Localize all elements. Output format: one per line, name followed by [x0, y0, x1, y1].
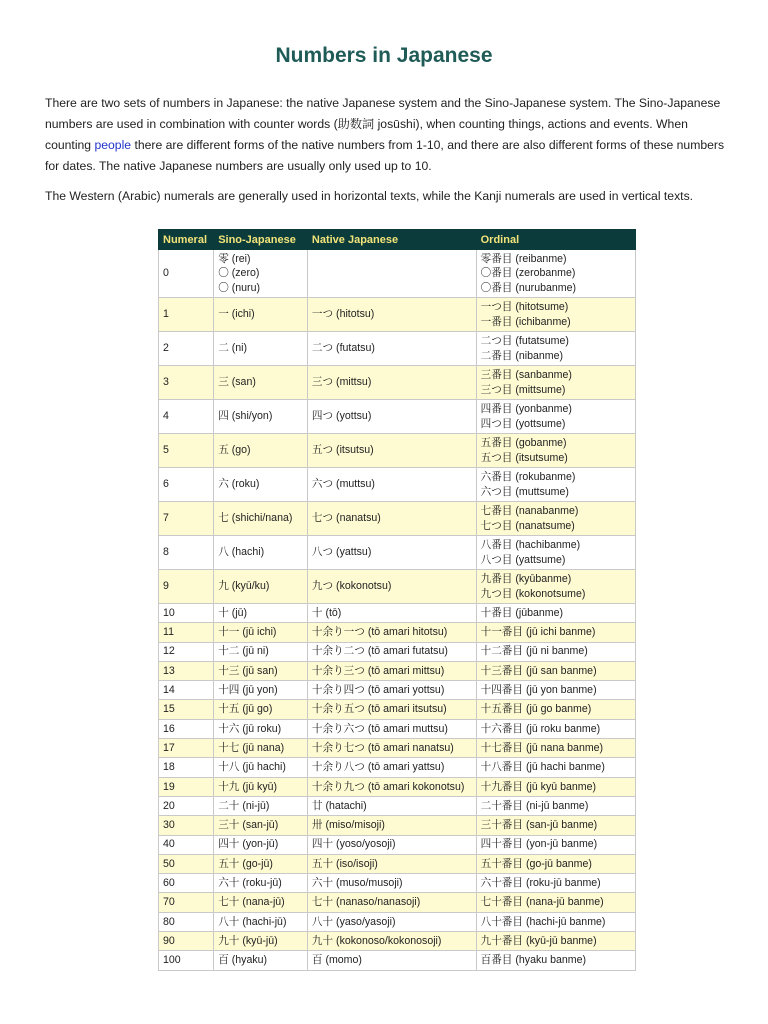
cell-native-japanese	[307, 366, 476, 400]
cell-numeral: 1	[159, 298, 214, 332]
cell-numeral: 10	[159, 604, 214, 623]
cell-line: 四 (shi/yon)	[218, 410, 273, 423]
cell-line: 三つ (mittsu)	[311, 376, 372, 389]
cell-numeral: 50	[159, 854, 214, 873]
cell-sino-japanese	[214, 912, 308, 931]
cell-sino-japanese	[214, 739, 308, 758]
cell-numeral: 6	[159, 468, 214, 502]
cell-line: 三十 (san-jū)	[218, 819, 279, 832]
cell-line: 八つ (yattsu)	[311, 546, 372, 559]
cell-sino-japanese	[214, 468, 308, 502]
cell-numeral: 30	[159, 816, 214, 835]
cell-native-japanese	[307, 502, 476, 536]
table-row	[159, 874, 636, 893]
cell-ordinal	[476, 434, 635, 468]
cell-line: 十余り二つ (tō amari futatsu)	[311, 645, 448, 658]
cell-numeral: 20	[159, 796, 214, 815]
cell-line: 十二 (jū ni)	[218, 645, 269, 658]
cell-line: 十七番目 (jū nana banme)	[480, 741, 604, 754]
cell-native-japanese	[307, 951, 476, 970]
cell-line: 四つ (yottsu)	[311, 410, 372, 423]
cell-native-japanese	[307, 661, 476, 680]
table-body	[159, 250, 636, 971]
cell-sino-japanese	[214, 536, 308, 570]
cell-line: 六番目 (rokubanme)	[480, 471, 576, 483]
cell-numeral: 40	[159, 835, 214, 854]
table-row	[159, 796, 636, 815]
cell-line: 四十 (yon-jū)	[218, 838, 279, 851]
cell-numeral: 3	[159, 366, 214, 400]
cell-line: 五十番目 (go-jū banme)	[480, 857, 592, 870]
cell-native-japanese	[307, 932, 476, 951]
cell-numeral: 12	[159, 642, 214, 661]
table-row	[159, 854, 636, 873]
cell-ordinal	[476, 366, 635, 400]
cell-sino-japanese	[214, 932, 308, 951]
cell-line: 六十 (muso/musoji)	[311, 877, 403, 890]
cell-sino-japanese	[214, 434, 308, 468]
cell-sino-japanese	[214, 893, 308, 912]
table-row	[159, 835, 636, 854]
cell-sino-japanese	[214, 400, 308, 434]
cell-line: 三つ目 (mittsume)	[480, 383, 566, 396]
header-ordinal: Ordinal	[476, 230, 635, 250]
cell-native-japanese	[307, 332, 476, 366]
cell-line: 十四番目 (jū yon banme)	[480, 684, 597, 697]
cell-numeral: 80	[159, 912, 214, 931]
table-row	[159, 468, 636, 502]
cell-line: 八番目 (hachibanme)	[480, 539, 581, 551]
cell-line: 十八 (jū hachi)	[218, 761, 286, 774]
cell-line: 二つ (futatsu)	[311, 342, 375, 355]
cell-line: 十余り三つ (tō amari mittsu)	[311, 664, 445, 677]
table-row	[159, 816, 636, 835]
cell-ordinal	[476, 912, 635, 931]
cell-line: 卅 (miso/misoji)	[311, 819, 385, 832]
cell-line: 六 (roku)	[218, 478, 260, 491]
cell-line: 二つ目 (futatsume)	[480, 335, 569, 347]
cell-line: 百 (momo)	[311, 954, 362, 967]
cell-line: 九十番目 (kyū-jū banme)	[480, 934, 597, 947]
cell-line: 九十 (kyū-jū)	[218, 934, 278, 947]
cell-native-japanese	[307, 681, 476, 700]
cell-ordinal	[476, 719, 635, 738]
cell-line: 二十 (ni-jū)	[218, 799, 270, 812]
cell-sino-japanese	[214, 835, 308, 854]
cell-sino-japanese	[214, 502, 308, 536]
header-native-japanese: Native Japanese	[307, 230, 476, 250]
cell-line: 九 (kyū/ku)	[218, 580, 270, 593]
cell-sino-japanese	[214, 777, 308, 796]
cell-native-japanese	[307, 816, 476, 835]
table-row	[159, 366, 636, 400]
cell-native-japanese	[307, 796, 476, 815]
cell-line: 五十 (go-jū)	[218, 857, 273, 870]
cell-line: 二番目 (nibanme)	[480, 349, 564, 362]
cell-line: 十二番目 (jū ni banme)	[480, 645, 588, 658]
cell-numeral: 14	[159, 681, 214, 700]
cell-line: 十余り九つ (tō amari kokonotsu)	[311, 780, 465, 793]
cell-numeral: 90	[159, 932, 214, 951]
cell-ordinal	[476, 681, 635, 700]
cell-ordinal	[476, 468, 635, 502]
cell-line: 七十 (nanaso/nanasoji)	[311, 896, 421, 909]
cell-numeral: 2	[159, 332, 214, 366]
cell-native-japanese	[307, 604, 476, 623]
table-row	[159, 623, 636, 642]
cell-sino-japanese	[214, 854, 308, 873]
cell-numeral: 5	[159, 434, 214, 468]
table-row	[159, 932, 636, 951]
cell-ordinal	[476, 739, 635, 758]
cell-sino-japanese	[214, 681, 308, 700]
cell-line: 十六番目 (jū roku banme)	[480, 722, 601, 735]
table-row	[159, 719, 636, 738]
cell-native-japanese	[307, 400, 476, 434]
cell-line: 八つ目 (yattsume)	[480, 553, 566, 566]
cell-sino-japanese	[214, 796, 308, 815]
cell-ordinal	[476, 661, 635, 680]
cell-sino-japanese	[214, 250, 308, 298]
cell-native-japanese	[307, 700, 476, 719]
cell-native-japanese	[307, 642, 476, 661]
cell-line: 七十番目 (nana-jū banme)	[480, 896, 604, 909]
cell-line: 十七 (jū nana)	[218, 741, 285, 754]
cell-line: 五十 (iso/isoji)	[311, 857, 378, 870]
cell-sino-japanese	[214, 366, 308, 400]
table-row	[159, 400, 636, 434]
cell-line: 十余り四つ (tō amari yottsu)	[311, 684, 445, 697]
cell-native-japanese	[307, 758, 476, 777]
table-row	[159, 332, 636, 366]
cell-native-japanese	[307, 874, 476, 893]
cell-line: 十五番目 (jū go banme)	[480, 703, 592, 716]
cell-ordinal	[476, 874, 635, 893]
intro-text-end: there are different forms of the native numbers from 1-10, and there are also different forms of these numbers for dates. The native Japanese numbers are usually only used up to 10.	[45, 138, 725, 173]
numbers-table	[158, 229, 636, 971]
cell-line: 十五 (jū go)	[218, 703, 273, 716]
cell-sino-japanese	[214, 642, 308, 661]
cell-line: 百 (hyaku)	[218, 954, 268, 967]
cell-line: 十一番目 (jū ichi banme)	[480, 626, 596, 639]
cell-ordinal	[476, 893, 635, 912]
cell-native-japanese	[307, 250, 476, 298]
cell-numeral: 15	[159, 700, 214, 719]
cell-line: 九十 (kokonoso/kokonosoji)	[311, 934, 442, 947]
cell-line: 一 (ichi)	[218, 308, 255, 321]
cell-line: 四番目 (yonbanme)	[480, 403, 572, 415]
cell-native-japanese	[307, 912, 476, 931]
cell-line: 六十番目 (roku-jū banme)	[480, 877, 601, 890]
table-row	[159, 951, 636, 970]
cell-line: 十六 (jū roku)	[218, 722, 282, 735]
numerals-note: The Western (Arabic) numerals are generally used in horizontal texts, while the Kanji numerals are used in vertical texts.	[45, 189, 694, 203]
cell-ordinal	[476, 250, 635, 298]
cell-line: 十余り六つ (tō amari muttsu)	[311, 722, 448, 735]
cell-line: 一つ (hitotsu)	[311, 308, 375, 321]
cell-sino-japanese	[214, 719, 308, 738]
table-row	[159, 570, 636, 604]
header-sino-japanese: Sino-Japanese	[214, 230, 308, 250]
cell-line: 十余り七つ (tō amari nanatsu)	[311, 741, 454, 754]
cell-sino-japanese	[214, 758, 308, 777]
cell-line: 四十 (yoso/yosoji)	[311, 838, 396, 851]
page-title: Numbers in Japanese	[275, 44, 493, 67]
table-row	[159, 777, 636, 796]
cell-sino-japanese	[214, 623, 308, 642]
cell-line: 十九 (jū kyū)	[218, 780, 278, 793]
table-row	[159, 502, 636, 536]
header-numeral: Numeral	[159, 230, 214, 250]
cell-line: 七つ (nanatsu)	[311, 512, 381, 525]
cell-ordinal	[476, 835, 635, 854]
cell-line: 十九番目 (jū kyū banme)	[480, 780, 597, 793]
cell-numeral: 17	[159, 739, 214, 758]
cell-ordinal	[476, 604, 635, 623]
cell-ordinal	[476, 700, 635, 719]
cell-line: 五番目 (gobanme)	[480, 437, 567, 449]
cell-line: 八十番目 (hachi-jū banme)	[480, 915, 606, 928]
table-row	[159, 739, 636, 758]
intro-paragraph	[45, 93, 725, 177]
cell-native-japanese	[307, 298, 476, 332]
table-row	[159, 661, 636, 680]
cell-sino-japanese	[214, 874, 308, 893]
table-row	[159, 604, 636, 623]
cell-numeral: 60	[159, 874, 214, 893]
cell-ordinal	[476, 642, 635, 661]
cell-sino-japanese	[214, 951, 308, 970]
cell-line: 十三番目 (jū san banme)	[480, 664, 597, 677]
cell-numeral: 70	[159, 893, 214, 912]
cell-numeral: 11	[159, 623, 214, 642]
table-row	[159, 700, 636, 719]
cell-numeral: 16	[159, 719, 214, 738]
table-row	[159, 642, 636, 661]
cell-ordinal	[476, 932, 635, 951]
cell-ordinal	[476, 400, 635, 434]
cell-line: 六十 (roku-jū)	[218, 877, 282, 890]
cell-line: 〇番目 (zerobanme)	[480, 267, 576, 280]
cell-sino-japanese	[214, 661, 308, 680]
cell-line: 二 (ni)	[218, 342, 248, 355]
cell-line: 十番目 (jūbanme)	[480, 606, 564, 619]
table-row	[159, 434, 636, 468]
cell-ordinal	[476, 951, 635, 970]
cell-native-japanese	[307, 893, 476, 912]
cell-line: 〇番目 (nurubanme)	[480, 281, 576, 294]
cell-line: 九番目 (kyūbanme)	[480, 573, 572, 585]
cell-native-japanese	[307, 835, 476, 854]
cell-line: 八十 (yaso/yasoji)	[311, 915, 396, 928]
cell-line: 二十番目 (ni-jū banme)	[480, 799, 589, 812]
table-row	[159, 893, 636, 912]
cell-line: 一番目 (ichibanme)	[480, 315, 571, 328]
table-row	[159, 536, 636, 570]
cell-numeral: 19	[159, 777, 214, 796]
cell-line: 三番目 (sanbanme)	[480, 369, 572, 381]
cell-line: 七 (shichi/nana)	[218, 512, 293, 525]
cell-native-japanese	[307, 777, 476, 796]
cell-sino-japanese	[214, 700, 308, 719]
cell-ordinal	[476, 570, 635, 604]
cell-line: 五つ目 (itsutsume)	[480, 451, 568, 464]
cell-line: 〇 (nuru)	[218, 281, 260, 294]
cell-sino-japanese	[214, 332, 308, 366]
cell-native-japanese	[307, 536, 476, 570]
cell-numeral: 8	[159, 536, 214, 570]
table-row	[159, 298, 636, 332]
cell-line: 十三 (jū san)	[218, 664, 278, 677]
table-header-row	[159, 230, 636, 250]
cell-line: 七つ目 (nanatsume)	[480, 519, 575, 532]
cell-line: 五 (go)	[218, 444, 251, 457]
cell-line: 十余り一つ (tō amari hitotsu)	[311, 626, 448, 639]
cell-numeral: 9	[159, 570, 214, 604]
cell-line: 廿 (hatachi)	[311, 799, 367, 812]
cell-native-japanese	[307, 434, 476, 468]
cell-line: 三 (san)	[218, 376, 256, 389]
cell-ordinal	[476, 816, 635, 835]
table-row	[159, 681, 636, 700]
cell-native-japanese	[307, 570, 476, 604]
cell-line: 十 (tō)	[311, 606, 342, 619]
cell-numeral: 13	[159, 661, 214, 680]
cell-ordinal	[476, 623, 635, 642]
cell-line: 十一 (jū ichi)	[218, 626, 277, 639]
cell-line: 四つ目 (yottsume)	[480, 417, 566, 430]
cell-numeral: 0	[159, 250, 214, 298]
cell-line: 六つ (muttsu)	[311, 478, 375, 491]
cell-sino-japanese	[214, 816, 308, 835]
cell-line: 十四 (jū yon)	[218, 684, 278, 697]
cell-ordinal	[476, 758, 635, 777]
cell-line: 八十 (hachi-jū)	[218, 915, 287, 928]
cell-line: 三十番目 (san-jū banme)	[480, 819, 598, 832]
table-row	[159, 250, 636, 298]
cell-line: 四十番目 (yon-jū banme)	[480, 838, 598, 851]
intro-text-start: There are two sets of numbers in Japanese: the native Japanese system and the Sino-Japanese system. The Sino-Japanese numbers are used in combination with counter words (助数詞 josūshi), when counting things, actions and events. When counting	[45, 96, 721, 152]
table-row	[159, 758, 636, 777]
cell-line: 一つ目 (hitotsume)	[480, 301, 569, 313]
cell-line: 十 (jū)	[218, 606, 248, 619]
cell-line: 六つ目 (muttsume)	[480, 485, 569, 498]
cell-native-japanese	[307, 739, 476, 758]
cell-native-japanese	[307, 854, 476, 873]
cell-line: 百番目 (hyaku banme)	[480, 954, 587, 967]
cell-native-japanese	[307, 468, 476, 502]
cell-line: 零番目 (reibanme)	[480, 252, 567, 265]
cell-ordinal	[476, 502, 635, 536]
cell-ordinal	[476, 536, 635, 570]
cell-native-japanese	[307, 623, 476, 642]
cell-line: 〇 (zero)	[218, 267, 260, 280]
people-link[interactable]: people	[94, 138, 132, 152]
cell-line: 九つ (kokonotsu)	[311, 580, 392, 593]
cell-line: 十余り八つ (tō amari yattsu)	[311, 761, 445, 774]
cell-native-japanese	[307, 719, 476, 738]
cell-sino-japanese	[214, 604, 308, 623]
cell-numeral: 18	[159, 758, 214, 777]
cell-line: 零 (rei)	[218, 252, 251, 265]
cell-sino-japanese	[214, 298, 308, 332]
cell-line: 五つ (itsutsu)	[311, 444, 374, 457]
cell-numeral: 4	[159, 400, 214, 434]
cell-numeral: 100	[159, 951, 214, 970]
cell-ordinal	[476, 854, 635, 873]
cell-line: 九つ目 (kokonotsume)	[480, 587, 586, 600]
cell-ordinal	[476, 332, 635, 366]
table-row	[159, 912, 636, 931]
cell-ordinal	[476, 298, 635, 332]
cell-line: 十八番目 (jū hachi banme)	[480, 761, 605, 774]
cell-numeral: 7	[159, 502, 214, 536]
cell-line: 七番目 (nanabanme)	[480, 505, 579, 517]
cell-line: 八 (hachi)	[218, 546, 265, 559]
cell-line: 七十 (nana-jū)	[218, 896, 285, 909]
cell-sino-japanese	[214, 570, 308, 604]
cell-ordinal	[476, 796, 635, 815]
cell-ordinal	[476, 777, 635, 796]
cell-line: 十余り五つ (tō amari itsutsu)	[311, 703, 447, 716]
